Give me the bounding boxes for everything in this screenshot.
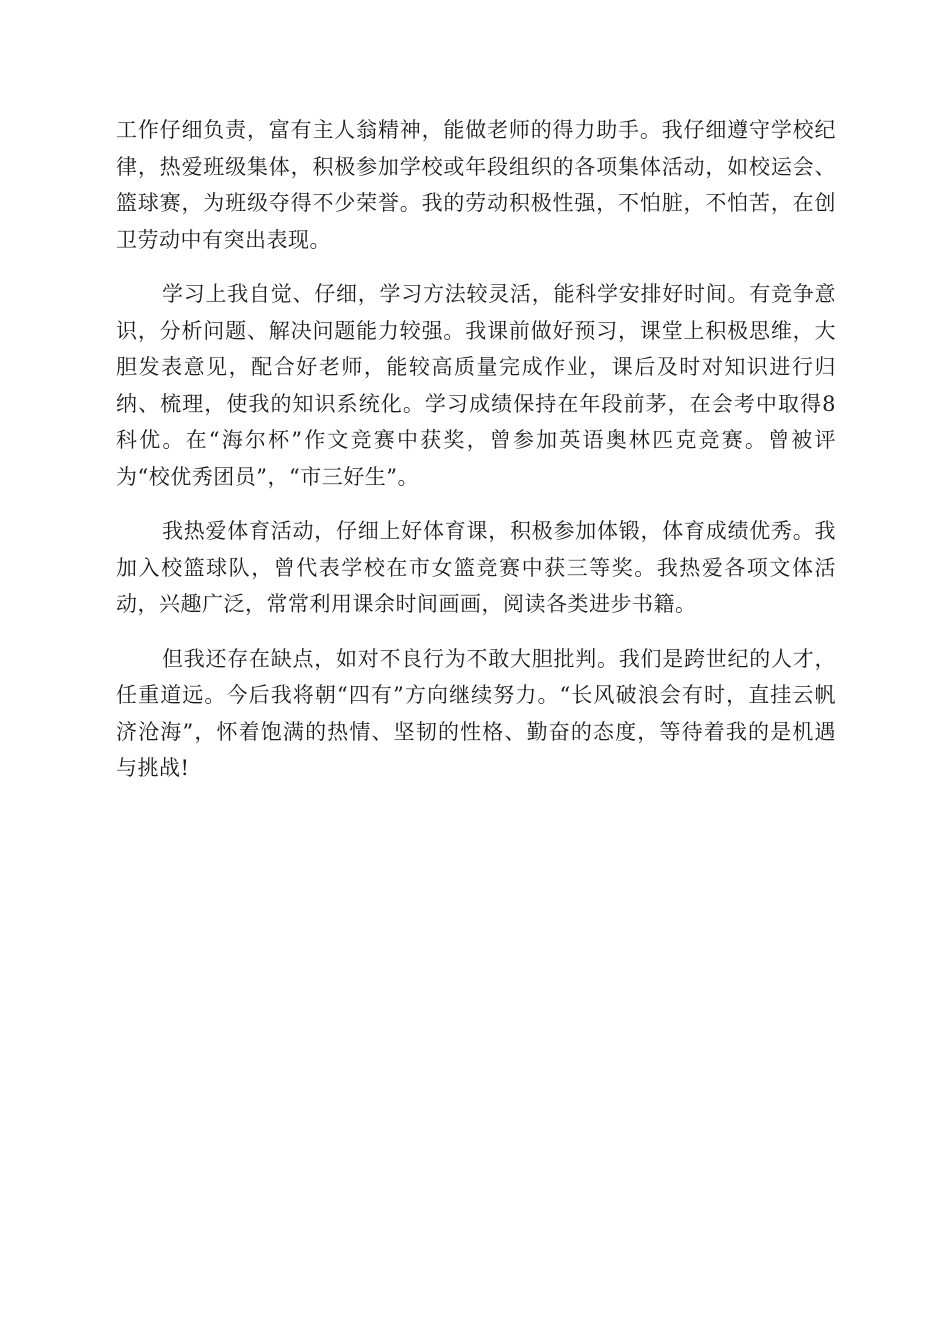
- paragraph-4: 但我还存在缺点，如对不良行为不敢大胆批判。我们是跨世纪的人才，任重道远。今后我将朝“四有”方向继续努力。“长风破浪会有时，直挂云帆济沧海”，怀着饱满的热情、坚韧的性格、勤奋的态度，等待着我的是机遇与挑战!: [116, 646, 836, 780]
- paragraph-3: 我热爱体育活动，仔细上好体育课，积极参加体锻，体育成绩优秀。我加入校篮球队，曾代表学校在市女篮竞赛中获三等奖。我热爱各项文体活动，兴趣广泛，常常利用课余时间画画，阅读各类进步书籍。: [116, 519, 836, 616]
- paragraph-2: 学习上我自觉、仔细，学习方法较灵活，能科学安排好时间。有竞争意识，分析问题、解决问题能力较强。我课前做好预习，课堂上积极思维，大胆发表意见，配合好老师，能较高质量完成作业，课后及时对知识进行归纳、梳理，使我的知识系统化。学习成绩保持在年段前茅，在会考中取得8科优。在“海尔杯”作文竞赛中获奖，曾参加英语奥林匹克竞赛。曾被评为“校优秀团员”，“市三好生”。: [116, 282, 836, 489]
- paragraph-1: 工作仔细负责，富有主人翁精神，能做老师的得力助手。我仔细遵守学校纪律，热爱班级集体，积极参加学校或年段组织的各项集体活动，如校运会、篮球赛，为班级夺得不少荣誉。我的劳动积极性强，不怕脏，不怕苦，在创卫劳动中有突出表现。: [116, 118, 836, 252]
- document-body: [116, 112, 836, 805]
